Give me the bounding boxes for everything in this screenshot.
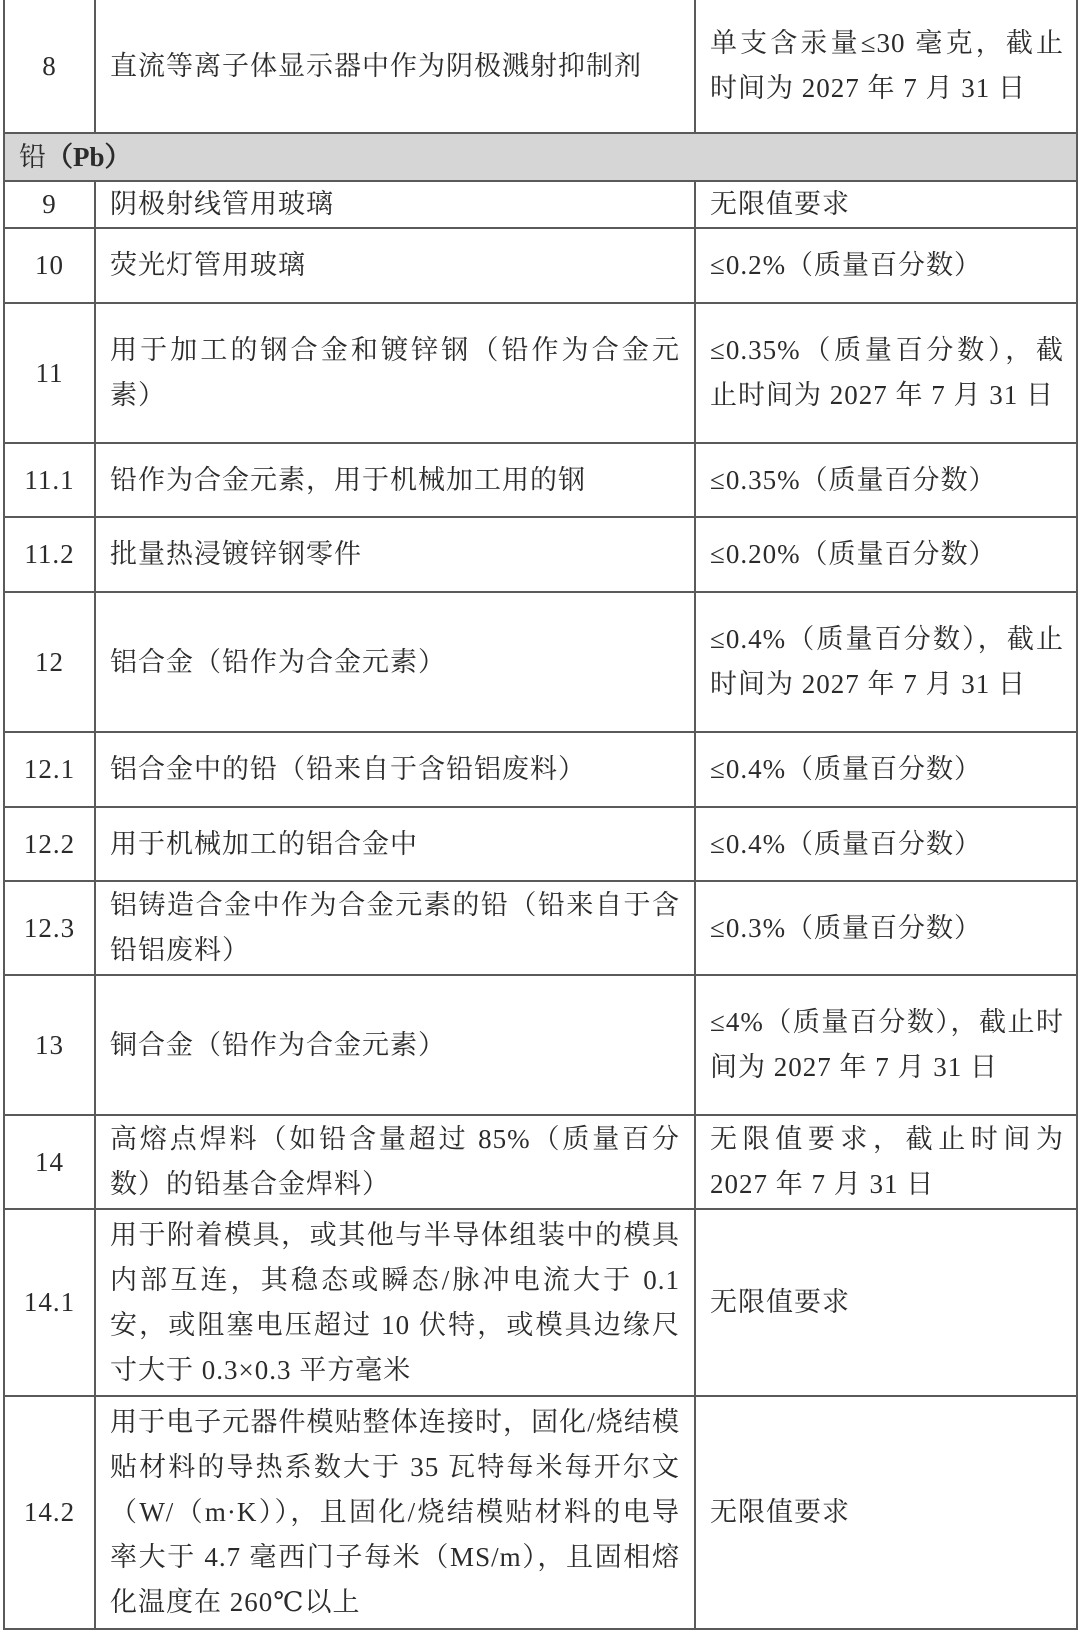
table-row bbox=[4, 975, 1077, 1115]
limit-value: ≤4%（质量百分数），截止时间为 2027 年 7 月 31 日 bbox=[695, 975, 1077, 1115]
exemption-table bbox=[3, 0, 1078, 1630]
limit-value: ≤0.35%（质量百分数） bbox=[695, 443, 1077, 517]
section-label: 铅（Pb） bbox=[4, 133, 1077, 181]
item-description: 直流等离子体显示器中作为阴极溅射抑制剂 bbox=[95, 0, 695, 133]
item-description: 阴极射线管用玻璃 bbox=[95, 181, 695, 228]
table-row bbox=[4, 732, 1077, 807]
table-row bbox=[4, 443, 1077, 517]
table-row bbox=[4, 181, 1077, 228]
limit-value: 无限值要求 bbox=[695, 1209, 1077, 1396]
row-number: 12.2 bbox=[4, 807, 95, 881]
row-number: 9 bbox=[4, 181, 95, 228]
limit-value: ≤0.4%（质量百分数） bbox=[695, 732, 1077, 807]
item-description: 用于附着模具，或其他与半导体组装中的模具内部互连，其稳态或瞬态/脉冲电流大于 0.1 安，或阻塞电压超过 10 伏特，或模具边缘尺寸大于 0.3×0.3 平方毫米 bbox=[95, 1209, 695, 1396]
row-number: 11.2 bbox=[4, 517, 95, 592]
table-row bbox=[4, 0, 1077, 133]
table-row bbox=[4, 303, 1077, 443]
item-description: 用于加工的钢合金和镀锌钢（铅作为合金元素） bbox=[95, 303, 695, 443]
item-description: 荧光灯管用玻璃 bbox=[95, 228, 695, 303]
table-row bbox=[4, 1396, 1077, 1629]
row-number: 12.3 bbox=[4, 881, 95, 975]
row-number: 8 bbox=[4, 0, 95, 133]
table-row bbox=[4, 1115, 1077, 1209]
limit-value: ≤0.3%（质量百分数） bbox=[695, 881, 1077, 975]
limit-value: ≤0.35%（质量百分数），截止时间为 2027 年 7 月 31 日 bbox=[695, 303, 1077, 443]
limit-value: ≤0.20%（质量百分数） bbox=[695, 517, 1077, 592]
item-description: 铝合金中的铅（铅来自于含铅铝废料） bbox=[95, 732, 695, 807]
row-number: 14.1 bbox=[4, 1209, 95, 1396]
item-description: 铝铸造合金中作为合金元素的铅（铅来自于含铅铝废料） bbox=[95, 881, 695, 975]
section-header-lead bbox=[4, 133, 1077, 181]
item-description: 铝合金（铅作为合金元素） bbox=[95, 592, 695, 732]
row-number: 11 bbox=[4, 303, 95, 443]
limit-value: ≤0.4%（质量百分数），截止时间为 2027 年 7 月 31 日 bbox=[695, 592, 1077, 732]
item-description: 铜合金（铅作为合金元素） bbox=[95, 975, 695, 1115]
table-row bbox=[4, 228, 1077, 303]
table-row bbox=[4, 1209, 1077, 1396]
table-row bbox=[4, 517, 1077, 592]
limit-value: 无限值要求，截止时间为 2027 年 7 月 31 日 bbox=[695, 1115, 1077, 1209]
item-description: 用于机械加工的铝合金中 bbox=[95, 807, 695, 881]
row-number: 11.1 bbox=[4, 443, 95, 517]
limit-value: 无限值要求 bbox=[695, 181, 1077, 228]
limit-value: ≤0.2%（质量百分数） bbox=[695, 228, 1077, 303]
item-description: 批量热浸镀锌钢零件 bbox=[95, 517, 695, 592]
item-description: 铅作为合金元素，用于机械加工用的钢 bbox=[95, 443, 695, 517]
limit-value: ≤0.4%（质量百分数） bbox=[695, 807, 1077, 881]
row-number: 12 bbox=[4, 592, 95, 732]
row-number: 14 bbox=[4, 1115, 95, 1209]
table-row bbox=[4, 881, 1077, 975]
row-number: 14.2 bbox=[4, 1396, 95, 1629]
row-number: 12.1 bbox=[4, 732, 95, 807]
table-row bbox=[4, 592, 1077, 732]
row-number: 10 bbox=[4, 228, 95, 303]
limit-value: 单支含汞量≤30 毫克，截止时间为 2027 年 7 月 31 日 bbox=[695, 0, 1077, 133]
limit-value: 无限值要求 bbox=[695, 1396, 1077, 1629]
item-description: 高熔点焊料（如铅含量超过 85%（质量百分数）的铅基合金焊料） bbox=[95, 1115, 695, 1209]
row-number: 13 bbox=[4, 975, 95, 1115]
table-row bbox=[4, 807, 1077, 881]
item-description: 用于电子元器件模贴整体连接时，固化/烧结模贴材料的导热系数大于 35 瓦特每米每开尔文（W/（m·K）），且固化/烧结模贴材料的电导率大于 4.7 毫西门子每米（MS/m），且固相熔化温度在 260℃以上 bbox=[95, 1396, 695, 1629]
